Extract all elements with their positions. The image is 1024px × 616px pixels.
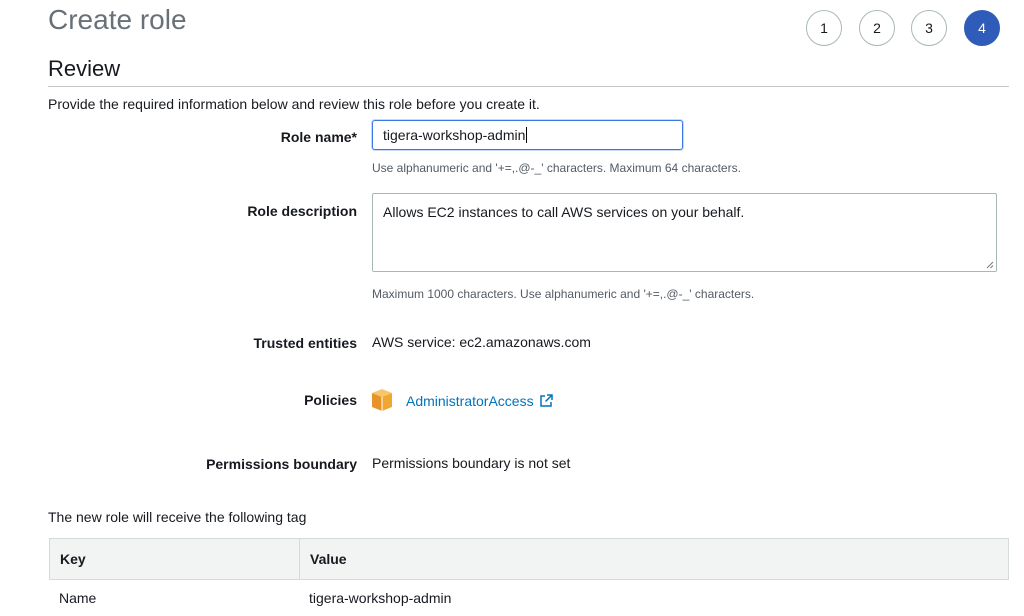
table-header (49, 538, 1009, 580)
tag-key-cell: Name (59, 590, 97, 606)
step-1[interactable]: 1 (806, 10, 842, 46)
trusted-entities-label: Trusted entities (253, 335, 357, 351)
trusted-entities-value: AWS service: ec2.amazonaws.com (372, 334, 591, 350)
role-description-value: Allows EC2 instances to call AWS services on your behalf. (383, 204, 745, 220)
tags-table (49, 538, 1009, 616)
role-description-label: Role description (247, 203, 357, 219)
role-name-label: Role name* (280, 129, 357, 145)
external-link-icon (539, 394, 553, 408)
permissions-boundary-value: Permissions boundary is not set (372, 455, 571, 471)
review-intro: Provide the required information below and review this role before you create it. (48, 96, 540, 112)
role-name-hint: Use alphanumeric and '+=,.@-_' characters. Maximum 64 characters. (372, 161, 741, 175)
role-description-textarea[interactable] (372, 193, 997, 272)
permissions-boundary-label: Permissions boundary (206, 456, 357, 472)
tags-intro: The new role will receive the following tag (48, 509, 307, 525)
section-title: Review (48, 56, 121, 81)
column-header-key: Key (50, 539, 300, 579)
tag-value-cell: tigera-workshop-admin (309, 590, 452, 606)
step-4-active: 4 (964, 10, 1000, 46)
resize-handle-icon[interactable] (986, 261, 994, 269)
administrator-access-link[interactable] (406, 393, 553, 409)
role-description-hint: Maximum 1000 characters. Use alphanumeric and '+=,.@-_' characters. (372, 287, 755, 301)
page-title: Create role (48, 4, 187, 35)
table-row (49, 580, 1009, 616)
step-2[interactable]: 2 (859, 10, 895, 46)
policy-name: AdministratorAccess (406, 393, 534, 409)
role-name-input[interactable] (372, 120, 683, 150)
role-name-value: tigera-workshop-admin (383, 127, 526, 143)
text-caret (526, 127, 527, 143)
column-header-value: Value (310, 551, 347, 567)
step-3[interactable]: 3 (911, 10, 947, 46)
policy-box-icon (371, 388, 393, 412)
section-divider (48, 86, 1009, 87)
policies-label: Policies (304, 392, 357, 408)
